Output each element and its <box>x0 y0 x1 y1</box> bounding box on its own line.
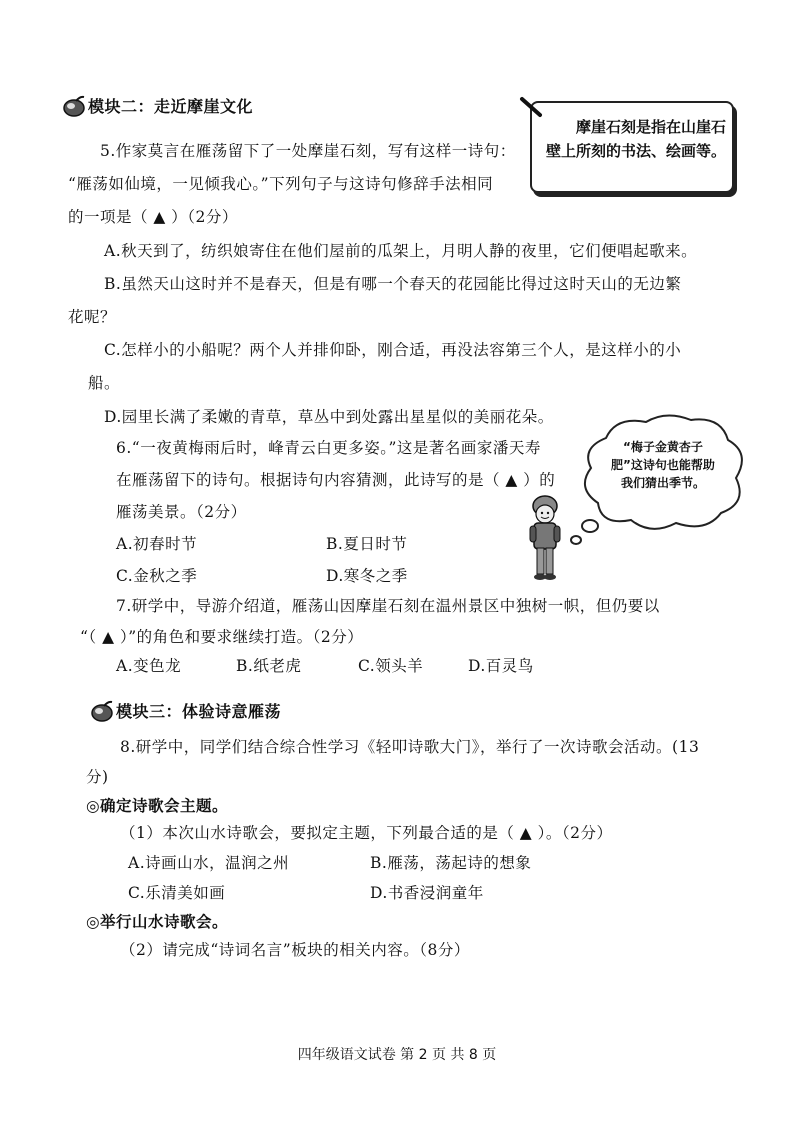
q8-prompt1: （1）本次山水诗歌会，要拟定主题，下列最合适的是（ ▲ ）。（2分） <box>120 824 613 842</box>
q7-option-a: A.变色龙 <box>116 657 182 675</box>
q7-option-b: B.纸老虎 <box>236 657 302 675</box>
q7-line2: “（ ▲ ）”的角色和要求继续打造。（2分） <box>80 628 364 646</box>
q7-option-d: D.百灵鸟 <box>468 657 534 675</box>
section-icon <box>90 700 114 722</box>
q8-option-a: A.诗画山水，温润之州 <box>128 854 290 872</box>
q8-option-b: B.雁荡，荡起诗的想象 <box>370 854 532 872</box>
q5-option-c-2: 船。 <box>88 374 121 392</box>
note-box <box>530 101 734 193</box>
q6-line2: 在雁荡留下的诗句。根据诗句内容猜测，此诗写的是（ ▲ ）的 <box>116 471 556 489</box>
section3-title: 模块三：体验诗意雁荡 <box>116 702 282 721</box>
bubble-text: “梅子金黄杏子肥”这诗句也能帮助我们猜出季节。 <box>611 440 715 490</box>
q5-line3: 的一项是（ ▲ ）（2分） <box>68 208 238 226</box>
q8-sub1: ◎确定诗歌会主题。 <box>86 797 229 815</box>
q7-line1: 7.研学中，导游介绍道，雁荡山因摩崖石刻在温州景区中独树一帜，但仍要以 <box>116 597 660 615</box>
q8-line1: 8.研学中，同学们结合综合性学习《轻叩诗歌大门》，举行了一次诗歌会活动。(13 <box>120 738 700 756</box>
q8-prompt2: （2）请完成“诗词名言”板块的相关内容。（8分） <box>120 941 470 959</box>
q6-line1: 6.“一夜黄梅雨后时，峰青云白更多姿。”这是著名画家潘天寿 <box>116 439 541 457</box>
q6-option-d: D.寒冬之季 <box>326 567 408 585</box>
q8-option-c: C.乐清美如画 <box>128 884 226 902</box>
q6-line3: 雁荡美景。（2分） <box>116 503 247 521</box>
q8-sub2: ◎举行山水诗歌会。 <box>86 913 229 931</box>
q6-option-c: C.金秋之季 <box>116 567 198 585</box>
q5-option-d: D.园里长满了柔嫩的青草，草丛中到处露出星星似的美丽花朵。 <box>104 408 554 426</box>
section2-title: 模块二：走近摩崖文化 <box>88 97 254 116</box>
q8-line2: 分) <box>86 768 109 786</box>
q6-option-a: A.初春时节 <box>116 535 198 553</box>
q5-option-b-1: B.虽然天山这时并不是春天，但是有哪一个春天的花园能比得过这时天山的无边繁 <box>104 275 682 293</box>
q6-option-b: B.夏日时节 <box>326 535 408 553</box>
q8-option-d: D.书香浸润童年 <box>370 884 484 902</box>
child-illustration <box>520 492 570 584</box>
q5-option-b-2: 花呢？ <box>68 308 117 326</box>
q5-option-c-1: C.怎样小的小船呢？两个人并排仰卧，刚合适，再没法容第三个人，是这样小的小 <box>104 341 682 359</box>
q7-option-c: C.领头羊 <box>358 657 424 675</box>
page-footer: 四年级语文试卷 第 2 页 共 8 页 <box>297 1047 497 1063</box>
q5-line2: “雁荡如仙境，一见倾我心。”下列句子与这诗句修辞手法相同 <box>68 175 494 193</box>
q5-option-a: A.秋天到了，纺织娘寄住在他们屋前的瓜架上，月明人静的夜里，它们便唱起歌来。 <box>104 242 698 260</box>
note-text: 摩崖石刻是指在山崖石壁上所刻的书法、绘画等。 <box>546 118 727 160</box>
q5-line1: 5.作家莫言在雁荡留下了一处摩崖石刻，写有这样一诗句： <box>100 142 516 160</box>
section-icon <box>62 95 86 117</box>
pin-icon <box>518 96 544 118</box>
